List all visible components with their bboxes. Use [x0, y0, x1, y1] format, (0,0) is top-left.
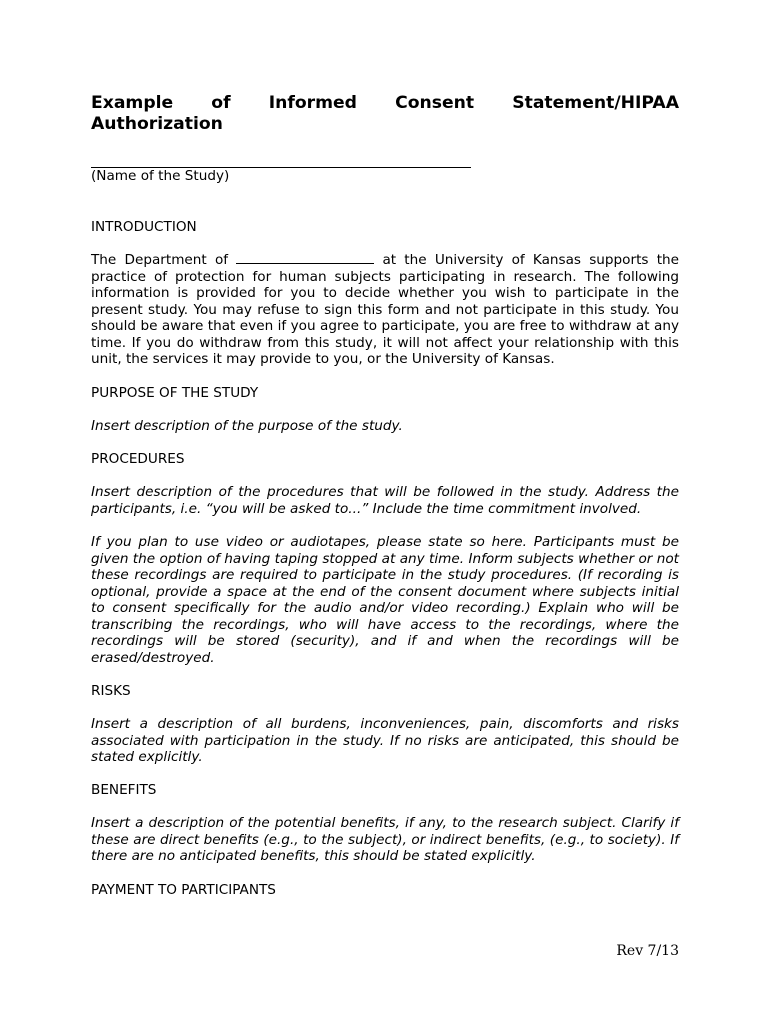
procedures-heading: PROCEDURES	[91, 451, 185, 467]
benefits-heading: BENEFITS	[91, 782, 157, 798]
risks-heading: RISKS	[91, 683, 131, 699]
document-title: Example of Informed Consent Statement/HIPAA Authorization	[91, 93, 679, 134]
purpose-heading: PURPOSE OF THE STUDY	[91, 385, 259, 401]
study-name-caption: (Name of the Study)	[91, 168, 230, 184]
procedures-paragraph-2: If you plan to use video or audiotapes, please state so here. Participants must be given the option of having taping stopped at any time. Inform subjects whether or not these recordings are required to participate in the study procedures. (If recording is optional, provide a space at the end of the consent document where subjects initial to consent specifically for the audio and/or video recording.) Explain who will be transcribing the recordings, who will have access to the recordings, where the recordings will be stored (security), and if and when the recordings will be erased/destroyed.	[91, 534, 679, 666]
procedures-paragraph-1: Insert description of the procedures that will be followed in the study. Address the participants, i.e. “you will be asked to...” Include the time commitment involved.	[91, 484, 679, 517]
introduction-text-start: The Department of	[91, 252, 237, 268]
revision-footer: Rev 7/13	[616, 943, 679, 959]
introduction-heading: INTRODUCTION	[91, 219, 197, 235]
purpose-paragraph: Insert description of the purpose of the study.	[91, 418, 403, 434]
department-blank-line	[236, 252, 374, 264]
introduction-text-rest: at the University of Kansas supports the practice of protection for human subjects participating in research. The following information is provided for you to decide whether you wish to participate in the present study. You may refuse to sign this form and not participate in this study. You should be aware that even if you agree to participate, you are free to withdraw at any time. If you do withdraw from this study, it will not affect your relationship with this unit, the services it may provide to you, or the University of Kansas.	[91, 252, 679, 367]
introduction-paragraph	[91, 252, 679, 368]
benefits-paragraph: Insert a description of the potential benefits, if any, to the research subject. Clarify if these are direct benefits (e.g., to the subject), or indirect benefits, (e.g., to society). If there are no anticipated benefits, this should be stated explicitly.	[91, 815, 679, 864]
payment-heading: PAYMENT TO PARTICIPANTS	[91, 882, 276, 898]
risks-paragraph: Insert a description of all burdens, inconveniences, pain, discomforts and risks associated with participation in the study. If no risks are anticipated, this should be stated explicitly.	[91, 716, 679, 765]
